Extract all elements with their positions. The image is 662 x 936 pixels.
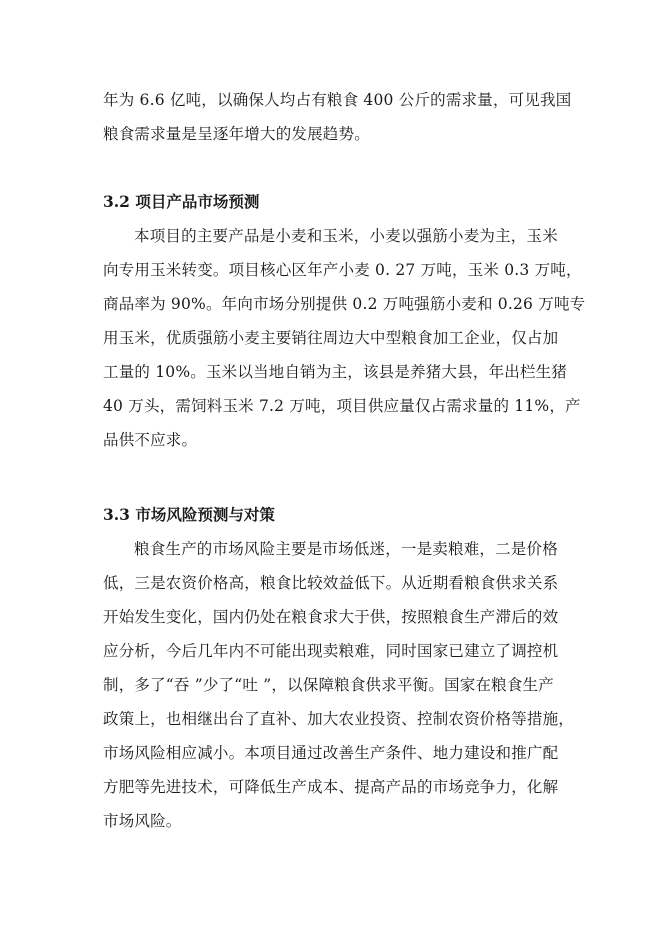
paragraph-line: 品供不应求。 — [103, 431, 198, 449]
paragraph-line: 年为 6.6 亿吨，以确保人均占有粮食 400 公斤的需求量，可见我国 — [103, 91, 572, 109]
paragraph-line: 粮食需求量是呈逐年增大的发展趋势。 — [103, 125, 370, 143]
section-3-3 — [103, 498, 575, 838]
paragraph-line: 向专用玉米转变。项目核心区年产小麦 0. 27 万吨，玉米 0.3 万吨， — [103, 261, 582, 279]
paragraph-line: 市场风险。 — [103, 812, 182, 830]
paragraph-line: 粮食生产的市场风险主要是市场低迷，一是卖粮难，二是价格 — [134, 540, 558, 558]
paragraph-line: 政策上，也相继出台了直补、加大农业投资、控制农资价格等措施， — [103, 710, 575, 728]
paragraph-line: 低，三是农资价格高，粮食比较效益低下。从近期看粮食供求关系 — [103, 574, 559, 592]
paragraph-line: 工量的 10%。玉米以当地自销为主，该县是养猪大县，年出栏生猪 — [103, 363, 568, 381]
paragraph-line: 用玉米，优质强筋小麦主要销往周边大中型粮食加工企业，仅占加 — [103, 329, 559, 347]
paragraph-line: 本项目的主要产品是小麦和玉米，小麦以强筋小麦为主，玉米 — [134, 227, 558, 245]
section-heading: 3.3 市场风险预测与对策 — [103, 505, 275, 524]
section-3-2 — [103, 185, 586, 457]
paragraph-line: 制，多了“吞 ”少了“吐 ”，以保障粮食供求平衡。国家在粮食生产 — [103, 676, 554, 694]
paragraph-line: 市场风险相应减小。本项目通过改善生产条件、地力建设和推广配 — [103, 744, 559, 762]
continuation-paragraph — [103, 83, 572, 151]
paragraph-line: 商品率为 90%。年向市场分别提供 0.2 万吨强筋小麦和 0.26 万吨专 — [103, 295, 586, 313]
paragraph-line: 40 万头，需饲料玉米 7.2 万吨，项目供应量仅占需求量的 11%，产 — [103, 397, 581, 415]
paragraph-line: 开始发生变化，国内仍处在粮食求大于供，按照粮食生产滞后的效 — [103, 608, 559, 626]
paragraph-line: 方肥等先进技术，可降低生产成本、提高产品的市场竞争力，化解 — [103, 778, 559, 796]
section-heading: 3.2 项目产品市场预测 — [103, 192, 260, 211]
paragraph-line: 应分析，今后几年内不可能出现卖粮难，同时国家已建立了调控机 — [103, 642, 559, 660]
